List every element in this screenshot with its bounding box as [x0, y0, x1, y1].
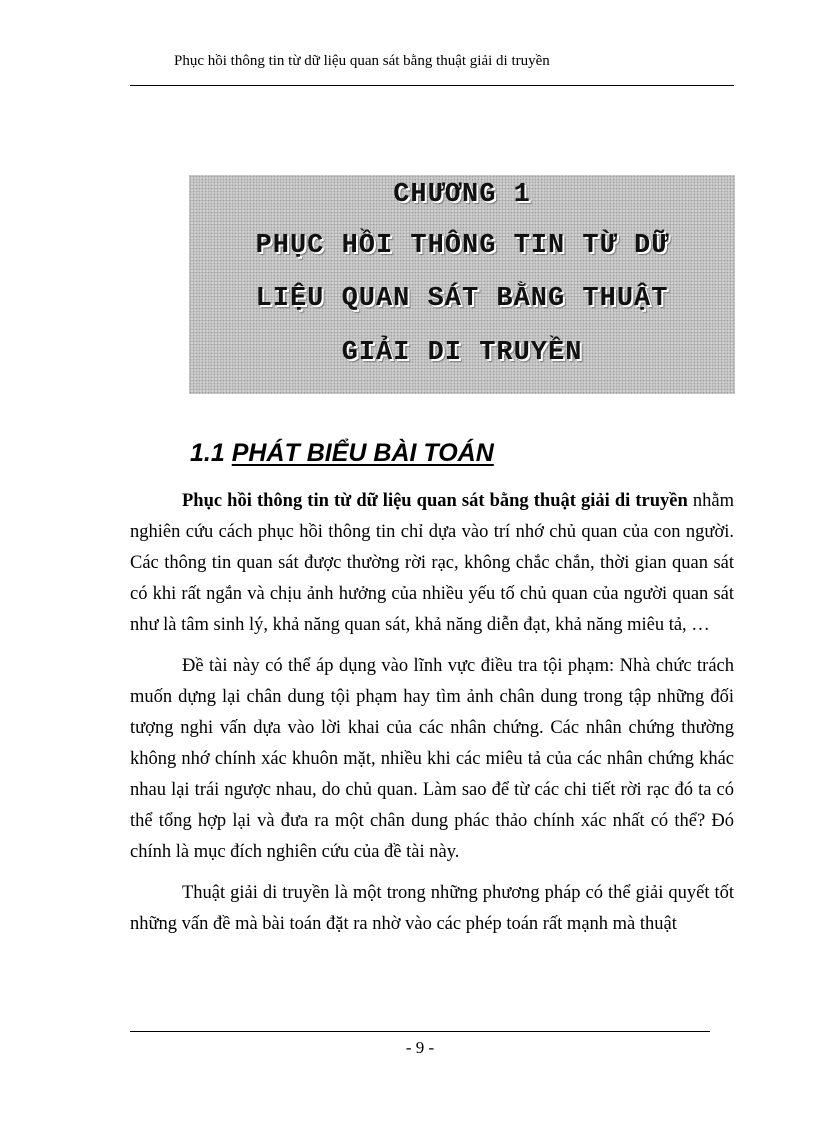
chapter-title-line-2: LIỆU QUAN SÁT BẰNG THUẬT: [255, 284, 669, 314]
chapter-title-line-1: PHỤC HỒI THÔNG TIN TỪ DỮ: [255, 231, 669, 261]
footer-divider: [130, 1031, 710, 1032]
page-number: - 9 -: [405, 1038, 435, 1057]
section-heading: [190, 438, 494, 468]
chapter-label: CHƯƠNG 1: [393, 180, 531, 210]
body-text: [130, 486, 734, 940]
paragraph-3: Thuật giải di truyền là một trong những phương pháp có thể giải quyết tốt những vấn đề mà bài toán đặt ra nhờ vào các phép toán rất mạnh mà thuật: [130, 883, 734, 934]
section-number: 1.1: [190, 439, 225, 467]
paragraph-2: Đề tài này có thể áp dụng vào lĩnh vực điều tra tội phạm: Nhà chức trách muốn dựng lại chân dung tội phạm hay tìm ảnh chân dung trong tập những đối tượng nghi vấn dựa vào lời khai của các nhân chứng. Các nhân chứng thường không nhớ chính xác khuôn mặt, nhiều khi các miêu tả của các nhân chứng khác nhau lại trái ngược nhau, do chủ quan. Làm sao để từ các chi tiết rời rạc đó ta có thể tổng hợp lại và đưa ra một chân dung phác thảo chính xác nhất có thể? Đó chính là mục đích nghiên cứu của đề tài này.: [130, 656, 734, 862]
paragraph-1: [130, 486, 734, 641]
section-title: PHÁT BIỂU BÀI TOÁN: [231, 439, 494, 467]
paragraph-1-bold-lead: Phục hồi thông tin từ dữ liệu quan sát bằng thuật giải di truyền: [182, 491, 688, 511]
header-divider: [130, 85, 734, 86]
chapter-title-box: [189, 175, 735, 394]
paragraph-1-text: nhằm nghiên cứu cách phục hồi thông tin chỉ dựa vào trí nhớ chủ quan của con người. Các thông tin quan sát được thường rời rạc, không chắc chắn, thời gian quan sát có khi rất ngắn và chịu ảnh hưởng của nhiều yếu tố chủ quan của người quan sát như là tâm sinh lý, khả năng quan sát, khả năng diễn đạt, khả năng miêu tả, …: [130, 491, 734, 635]
running-header: Phục hồi thông tin từ dữ liệu quan sát bằng thuật giải di truyền: [174, 53, 550, 69]
chapter-title-line-3: GIẢI DI TRUYỀN: [341, 338, 583, 368]
